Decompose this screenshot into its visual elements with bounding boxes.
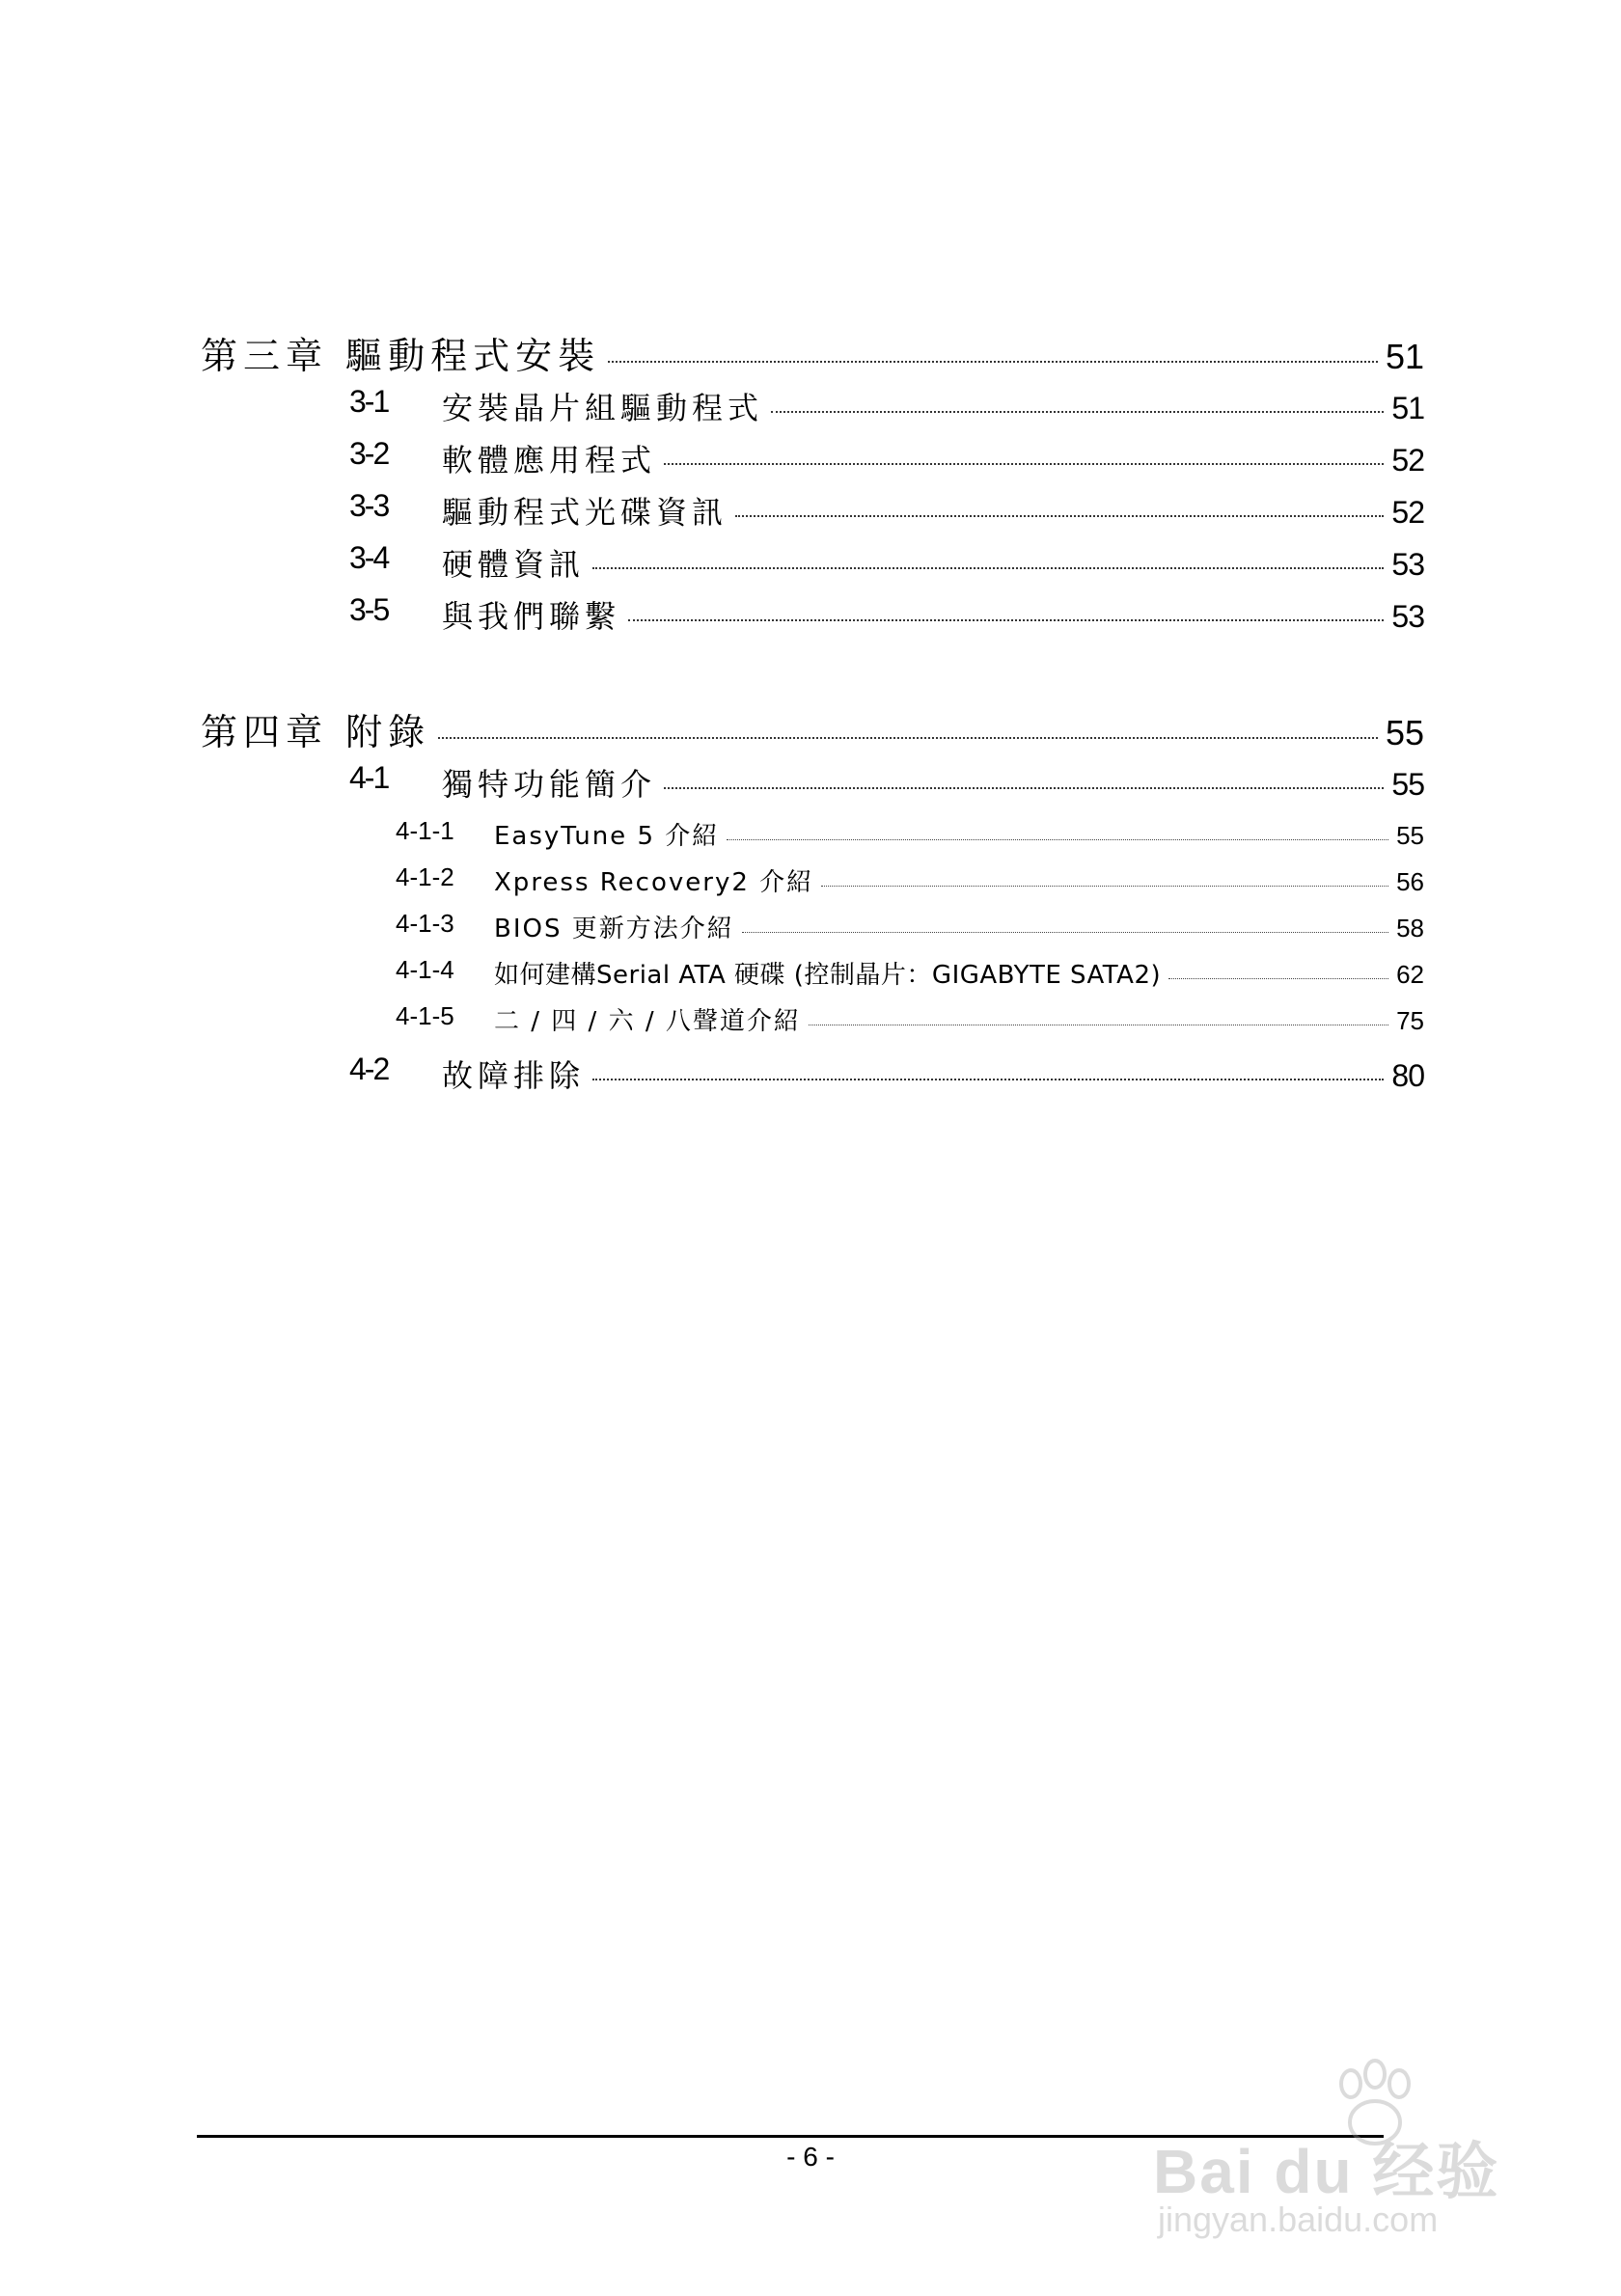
- dot-leader: [664, 787, 1384, 789]
- dot-leader: [742, 932, 1388, 933]
- dot-leader: [592, 567, 1384, 569]
- dot-leader: [821, 886, 1388, 887]
- section-title: 驅動程式光碟資訊: [442, 494, 728, 531]
- dot-leader: [628, 619, 1384, 621]
- toc-subsection-4-1-2: [494, 862, 1424, 898]
- toc-section-3-3: [442, 488, 1424, 533]
- subsection-title: 二 / 四 / 六 / 八聲道介紹: [494, 1007, 801, 1036]
- section-number: 3-2: [349, 436, 389, 471]
- page-ref: 51: [1391, 391, 1424, 425]
- toc-section-3-5: [442, 592, 1424, 637]
- toc-section-4-2: [442, 1052, 1424, 1096]
- subsection-number: 4-1-5: [396, 1001, 454, 1030]
- section-title: 軟體應用程式: [442, 442, 657, 478]
- subsection-title: EasyTune 5 介紹: [494, 822, 720, 851]
- page-ref: 52: [1391, 495, 1424, 530]
- section-number: 3-3: [349, 488, 389, 523]
- subsection-number: 4-1-2: [396, 862, 454, 891]
- page-ref: 80: [1391, 1058, 1424, 1093]
- section-title: 硬體資訊: [442, 546, 586, 583]
- toc-chapter-4: [201, 702, 1424, 755]
- page-ref: 56: [1396, 867, 1424, 896]
- toc-subsection-4-1-3: [494, 909, 1424, 944]
- subsection-number: 4-1-1: [396, 816, 454, 845]
- section-number: 3-4: [349, 540, 389, 575]
- dot-leader: [608, 361, 1378, 363]
- dot-leader: [727, 839, 1388, 840]
- watermark-brand: Bai du 经验: [1153, 2137, 1500, 2206]
- dot-leader: [1168, 978, 1388, 979]
- dot-leader: [771, 411, 1384, 413]
- dot-leader: [664, 463, 1384, 465]
- subsection-title: Xpress Recovery2 介紹: [494, 868, 814, 897]
- section-number: 3-1: [349, 384, 389, 419]
- page-ref: 55: [1385, 713, 1424, 752]
- page-ref: 53: [1391, 599, 1424, 634]
- page-ref: 58: [1396, 914, 1424, 943]
- toc-section-3-2: [442, 436, 1424, 480]
- section-title: 安裝晶片組驅動程式: [442, 390, 764, 426]
- dot-leader: [592, 1079, 1384, 1080]
- section-number: 3-5: [349, 592, 389, 627]
- page-number: - 6 -: [786, 2142, 835, 2172]
- section-title: 獨特功能簡介: [442, 766, 657, 803]
- section-title: 與我們聯繫: [442, 598, 621, 635]
- toc-section-3-1: [442, 384, 1424, 428]
- subsection-number: 4-1-3: [396, 909, 454, 938]
- page-ref: 51: [1385, 337, 1424, 376]
- watermark-url: jingyan.baidu.com: [1158, 2200, 1439, 2239]
- page-ref: 75: [1396, 1006, 1424, 1035]
- page-ref: 55: [1391, 767, 1424, 802]
- subsection-title: 如何建構Serial ATA 硬碟 (控制晶片：GIGABYTE SATA2): [494, 961, 1162, 990]
- section-number: 4-1: [349, 760, 389, 795]
- chapter-title: 第四章 附錄: [201, 711, 431, 753]
- dot-leader: [438, 737, 1378, 739]
- dot-leader: [735, 515, 1384, 517]
- toc-subsection-4-1-1: [494, 816, 1424, 852]
- toc-chapter-3: [201, 326, 1424, 379]
- section-title: 故障排除: [442, 1057, 586, 1094]
- section-number: 4-2: [349, 1052, 389, 1086]
- toc-subsection-4-1-5: [494, 1001, 1424, 1037]
- page-ref: 62: [1396, 960, 1424, 989]
- toc-section-3-4: [442, 540, 1424, 585]
- page-ref: 52: [1391, 443, 1424, 478]
- chapter-title: 第三章 驅動程式安裝: [201, 335, 601, 377]
- baidu-watermark: [1139, 2055, 1544, 2248]
- page-ref: 53: [1391, 547, 1424, 582]
- page-ref: 55: [1396, 821, 1424, 850]
- subsection-title: BIOS 更新方法介紹: [494, 915, 734, 943]
- toc-subsection-4-1-4: [494, 955, 1424, 991]
- subsection-number: 4-1-4: [396, 955, 454, 984]
- toc-section-4-1: [442, 760, 1424, 805]
